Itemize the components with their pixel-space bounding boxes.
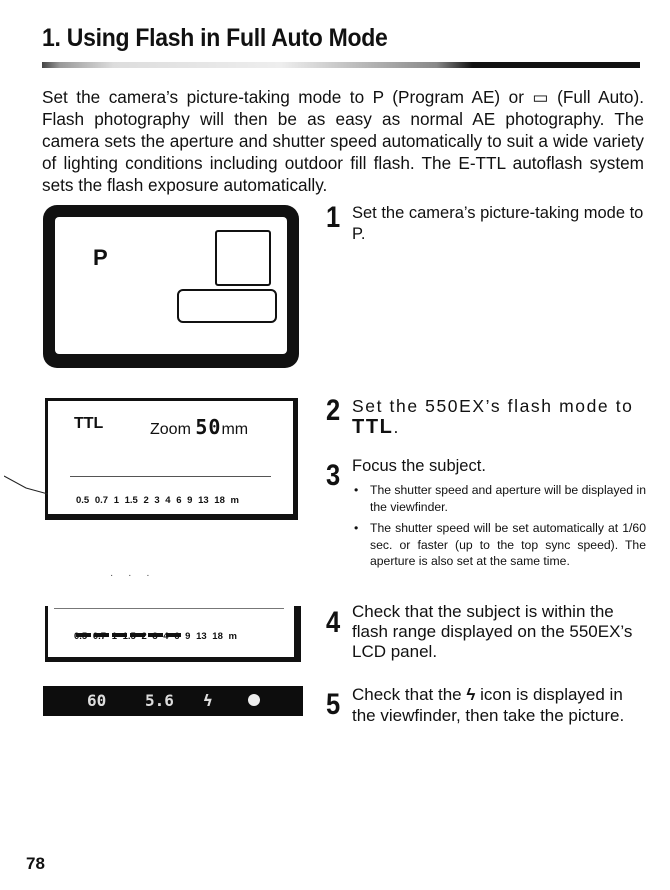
flash-mode-ttl: TTL (74, 415, 104, 432)
page-number: 78 (26, 854, 45, 873)
zoom-value: 50 (195, 415, 222, 439)
step-text (352, 396, 646, 438)
page-title: 1. Using Flash in Full Auto Mode (42, 24, 388, 52)
step-text: Set the camera’s picture-taking mode to P. (352, 204, 644, 243)
step-number: 4 (326, 606, 341, 639)
zoom-unit: mm (221, 421, 249, 438)
bullet-item: • The shutter speed and aperture will be displayed in the viewfinder. (352, 482, 646, 515)
intro-paragraph: Set the camera’s picture-taking mode to P (Program AE) or ▭ (Full Auto). Flash photography will then be as easy as normal AE photography. The camera sets the aperture and shutter speed automatically to suit a wide variety of lighting conditions including outdoor fill flash. The E-TTL autoflash system sets the flash exposure automatically. (42, 87, 644, 195)
range-distance-scale: 0.5 0.7 1 1.5 2 3 4 6 9 13 18 m (74, 631, 237, 642)
step-text-bold: TTL (352, 416, 394, 438)
step-text-suffix: icon is displayed in the viewfinder, then take the picture. (352, 685, 625, 725)
focus-confirm-dot-icon (248, 694, 260, 706)
step-text-prefix: Check that the (352, 685, 462, 704)
step-text: Focus the subject. (352, 457, 486, 475)
viewfinder-shutter-speed: 60 (87, 691, 107, 710)
camera-mode-indicator: P (93, 245, 108, 270)
title-underline (42, 62, 640, 68)
bullet-item: • The shutter speed will be set automatically at 1/60 sec. or faster (up to the top sync speed). The aperture is also set at the same time. (352, 520, 646, 570)
flash-distance-scale: 0.5 0.7 1 1.5 2 3 4 6 9 13 18 m (76, 495, 239, 506)
zoom-label: Zoom (150, 421, 191, 438)
step-number: 5 (326, 688, 341, 721)
camera-lcd-panel (43, 205, 299, 368)
step-number: 1 (326, 201, 341, 234)
flash-lcd-divider (70, 476, 271, 477)
step-text: Check that the subject is within the flash range displayed on the 550EX’s LCD panel. (352, 602, 633, 661)
flash-icon: ϟ (466, 685, 476, 704)
camera-lcd-screen (55, 217, 287, 354)
step-number: 2 (326, 394, 341, 427)
step-text (352, 684, 646, 726)
step-text-prefix: Set the 550EX’s flash mode to (352, 396, 634, 416)
decorative-specks: · · · (110, 570, 156, 581)
flash-range-panel (45, 606, 301, 662)
step-number: 3 (326, 459, 341, 492)
flash-ready-icon: ϟ (203, 691, 213, 710)
step-3-bullets (352, 482, 646, 575)
viewfinder-display (43, 686, 303, 716)
pointer-arrow-icon (4, 474, 48, 496)
viewfinder-aperture: 5.6 (145, 691, 174, 710)
step-text-suffix: . (393, 417, 400, 437)
flash-lcd-panel (45, 398, 298, 520)
full-auto-square-icon (215, 230, 271, 286)
range-top-line (54, 608, 284, 609)
flash-zoom-readout (150, 415, 248, 439)
mode-dial-rect-icon (177, 289, 277, 323)
